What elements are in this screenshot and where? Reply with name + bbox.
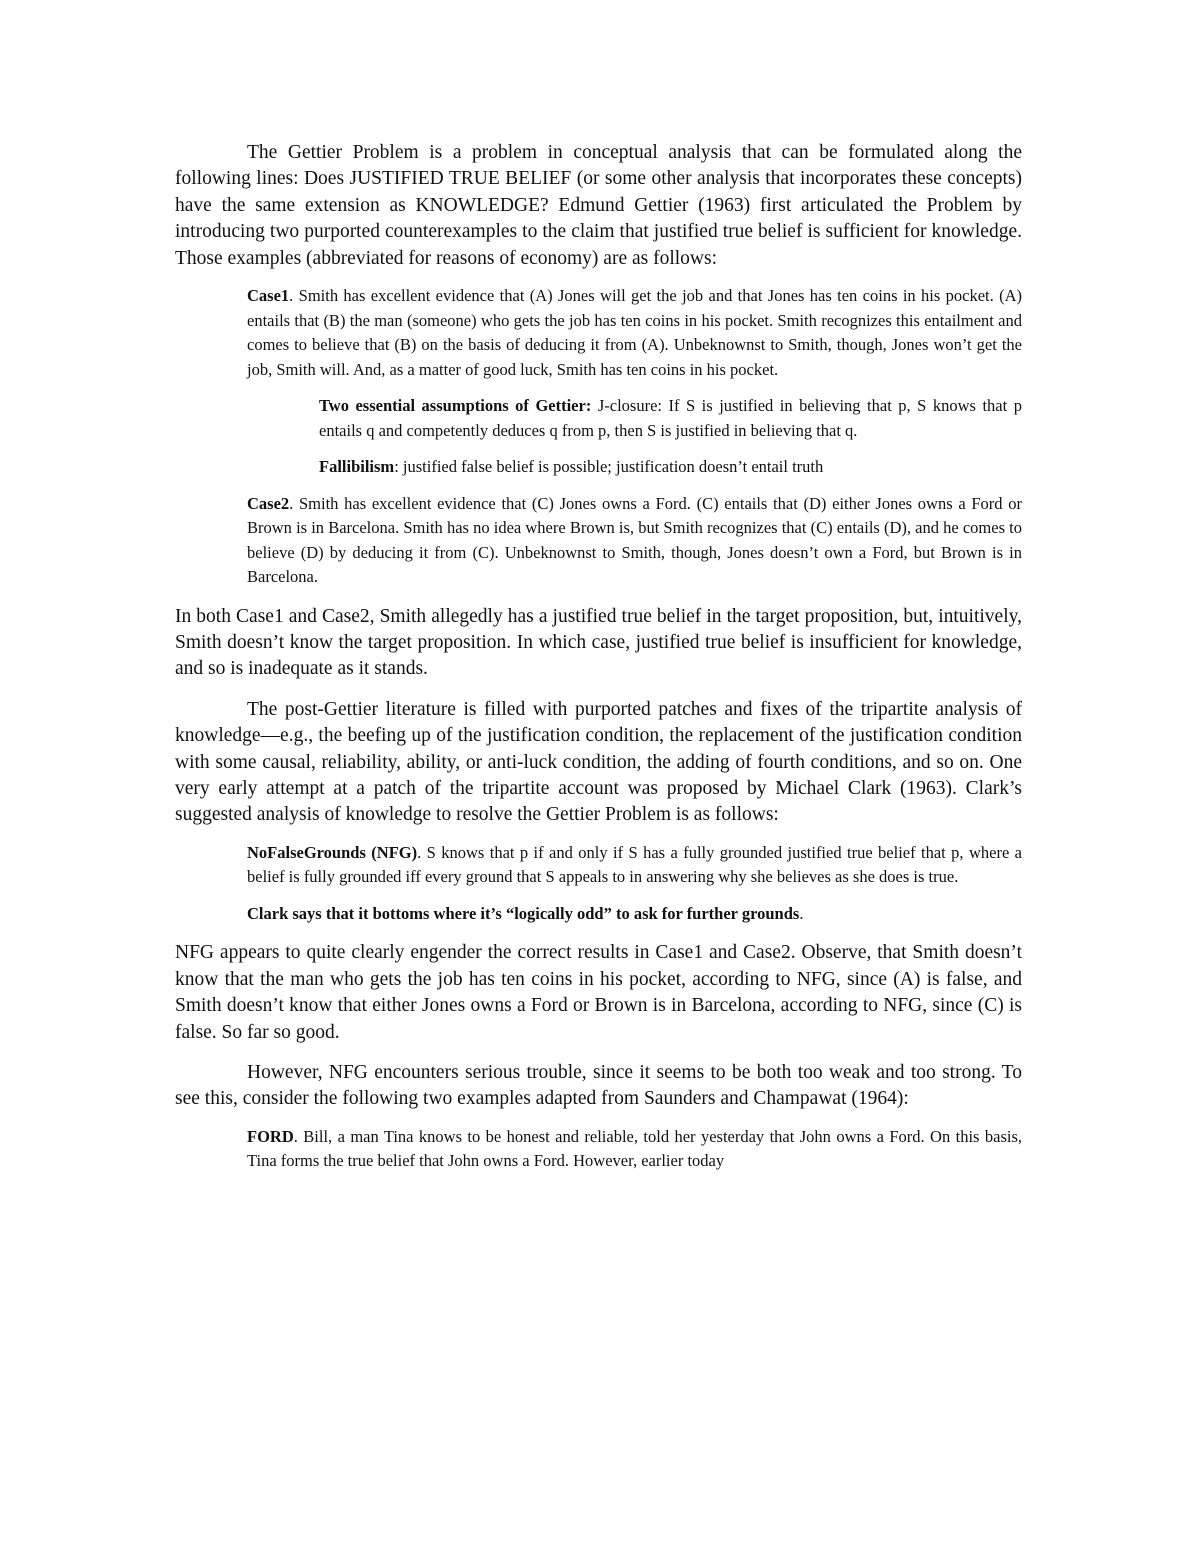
- case2-block: [247, 492, 1022, 590]
- clark-block: [247, 902, 1022, 927]
- document-page: [175, 140, 1022, 1174]
- case2-text: . Smith has excellent evidence that (C) Jones owns a Ford. (C) entails that (D) either Jones owns a Ford or Brown is in Barcelona. Smith has no idea where Brown is, but Smith recognizes that (C) entails (D), and he comes to believe (D) by deducing it from (C). Unbeknownst to Smith, though, Jones doesn’t own a Ford, but Brown is in Barcelona.: [247, 493, 1022, 587]
- paragraph-nfg-results: NFG appears to quite clearly engender the correct results in Case1 and Case2. Observe, that Smith doesn’t know that the man who gets the job has ten coins in his pocket, according to NFG, since (A) is false, and Smith doesn’t know that either Jones owns a Ford or Brown is in Barcelona, according to NFG, since (C) is false. So far so good.: [175, 942, 1022, 1043]
- paragraph-post-gettier: The post-Gettier literature is filled with purported patches and fixes of the tripartite analysis of knowledge—e.g., the beefing up of the justification condition, the replacement of the justification condition with some causal, reliability, ability, or anti-luck condition, the adding of fourth conditions, and so on. One very early attempt at a patch of the tripartite account was proposed by Michael Clark (1963). Clark’s suggested analysis of knowledge to resolve the Gettier Problem is as follows:: [175, 698, 1022, 826]
- ford-block: [247, 1125, 1022, 1174]
- fallibilism-text: : justified false belief is possible; justification doesn’t entail truth: [394, 457, 824, 477]
- fallibilism-block: [319, 455, 1022, 480]
- ford-text: . Bill, a man Tina knows to be honest and reliable, told her yesterday that John owns a Ford. On this basis, Tina forms the true belief that John owns a Ford. However, earlier today: [247, 1126, 1022, 1171]
- nfg-block: [247, 841, 1022, 890]
- clark-text: .: [799, 903, 804, 923]
- ford-label: FORD: [247, 1126, 294, 1146]
- case1-text: . Smith has excellent evidence that (A) Jones will get the job and that Jones has ten coins in his pocket. (A) entails that (B) the man (someone) who gets the job has ten coins in his pocket. Smith recognizes this entailment and comes to believe that (B) on the basis of deducing it from (A). Unbeknownst to Smith, though, Jones won’t get the job, Smith will. And, as a matter of good luck, Smith has ten coins in his pocket.: [247, 286, 1022, 379]
- assumptions-text: J-closure: If S is justified in believing that p, S knows that p entails q and competently deduces q from p, then S is justified in believing that q.: [319, 396, 1022, 440]
- nfg-text: . S knows that p if and only if S has a fully grounded justified true belief that p, where a belief is fully grounded iff every ground that S appeals to in answering why she believes as she does is true.: [247, 842, 1023, 887]
- clark-label: Clark says that it bottoms where it’s “logically odd” to ask for further grounds: [247, 903, 800, 923]
- paragraph-intro: The Gettier Problem is a problem in conceptual analysis that can be formulated along the following lines: Does JUSTIFIED TRUE BELIEF (or some other analysis that incorporates these concepts) have the same extension as KNOWLEDGE? Edmund Gettier (1963) first articulated the Problem by introducing two purported counterexamples to the claim that justified true belief is sufficient for knowledge. Those examples (abbreviated for reasons of economy) are as follows:: [175, 142, 1022, 269]
- assumptions-block: [319, 394, 1022, 443]
- paragraph-nfg-trouble: However, NFG encounters serious trouble, since it seems to be both too weak and too strong. To see this, consider the following two examples adapted from Saunders and Champawat (1964):: [175, 1061, 1022, 1110]
- paragraph-case-summary: In both Case1 and Case2, Smith allegedly has a justified true belief in the target proposition, but, intuitively, Smith doesn’t know the target proposition. In which case, justified true belief is insufficient for knowledge, and so is inadequate as it stands.: [175, 605, 1022, 680]
- fallibilism-label: Fallibilism: [319, 457, 395, 477]
- assumptions-label: Two essential assumptions of Gettier:: [319, 396, 592, 416]
- nfg-label: NoFalseGrounds (NFG): [247, 842, 418, 862]
- case2-label: Case2: [247, 493, 290, 513]
- case1-label: Case1: [247, 286, 290, 306]
- case1-block: [247, 284, 1022, 382]
